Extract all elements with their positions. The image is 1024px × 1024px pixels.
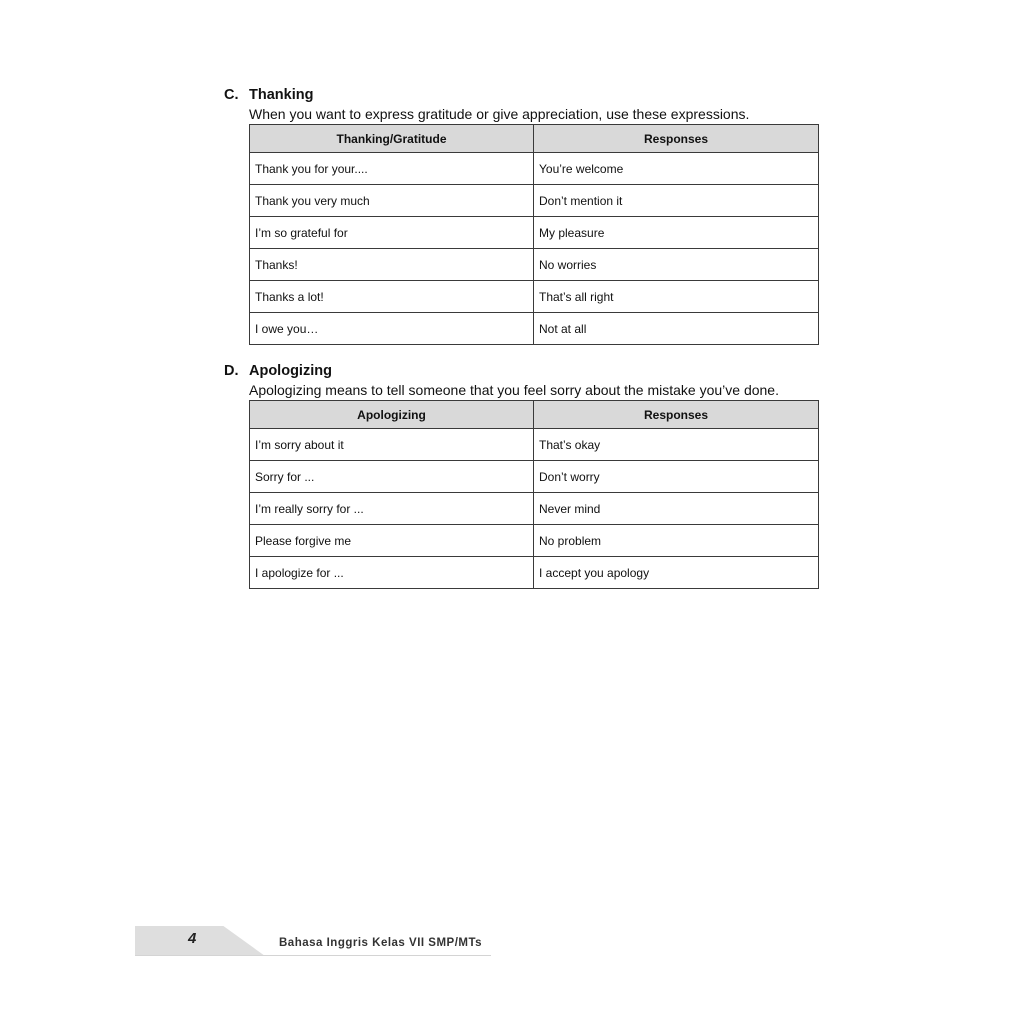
response-cell: No worries (534, 249, 819, 281)
table-row (250, 281, 819, 313)
section-description: Apologizing means to tell someone that you feel sorry about the mistake you’ve done. (249, 382, 779, 398)
response-cell: My pleasure (534, 217, 819, 249)
table-row (250, 461, 819, 493)
expression-cell: Thanks a lot! (250, 281, 534, 313)
expression-cell: I owe you… (250, 313, 534, 345)
section-apologizing (224, 362, 824, 589)
table-header-row (250, 401, 819, 429)
response-cell: That’s all right (534, 281, 819, 313)
section-heading (224, 86, 824, 104)
table-header-row (250, 125, 819, 153)
expression-cell: Sorry for ... (250, 461, 534, 493)
column-header: Responses (534, 401, 819, 429)
response-cell: Don’t worry (534, 461, 819, 493)
page-number: 4 (188, 930, 197, 947)
column-header: Apologizing (250, 401, 534, 429)
table-row (250, 429, 819, 461)
column-header: Thanking/Gratitude (250, 125, 534, 153)
table-row (250, 313, 819, 345)
expression-cell: I’m so grateful for (250, 217, 534, 249)
response-cell: That’s okay (534, 429, 819, 461)
response-cell: Not at all (534, 313, 819, 345)
table-row (250, 249, 819, 281)
expression-cell: I’m really sorry for ... (250, 493, 534, 525)
expression-cell: I apologize for ... (250, 557, 534, 589)
expression-cell: Please forgive me (250, 525, 534, 557)
expression-cell: Thanks! (250, 249, 534, 281)
column-header: Responses (534, 125, 819, 153)
table-row (250, 525, 819, 557)
table-row (250, 185, 819, 217)
section-heading (224, 362, 824, 380)
response-cell: Never mind (534, 493, 819, 525)
table-row (250, 153, 819, 185)
section-letter: D. (224, 363, 239, 379)
expression-cell: I’m sorry about it (250, 429, 534, 461)
section-title: Apologizing (249, 363, 332, 379)
response-cell: No problem (534, 525, 819, 557)
section-thanking (224, 86, 824, 345)
book-title: Bahasa Inggris Kelas VII SMP/MTs (279, 937, 483, 949)
footer-page-tab (135, 926, 265, 956)
expression-cell: Thank you very much (250, 185, 534, 217)
response-cell: You’re welcome (534, 153, 819, 185)
table-row (250, 493, 819, 525)
response-cell: Don’t mention it (534, 185, 819, 217)
expression-cell: Thank you for your.... (250, 153, 534, 185)
table-row (250, 217, 819, 249)
apologizing-table (249, 400, 819, 589)
section-description: When you want to express gratitude or give appreciation, use these expressions. (249, 106, 750, 122)
section-title: Thanking (249, 87, 314, 103)
response-cell: I accept you apology (534, 557, 819, 589)
section-letter: C. (224, 87, 239, 103)
footer-divider (135, 955, 491, 956)
thanking-table (249, 124, 819, 345)
table-row (250, 557, 819, 589)
